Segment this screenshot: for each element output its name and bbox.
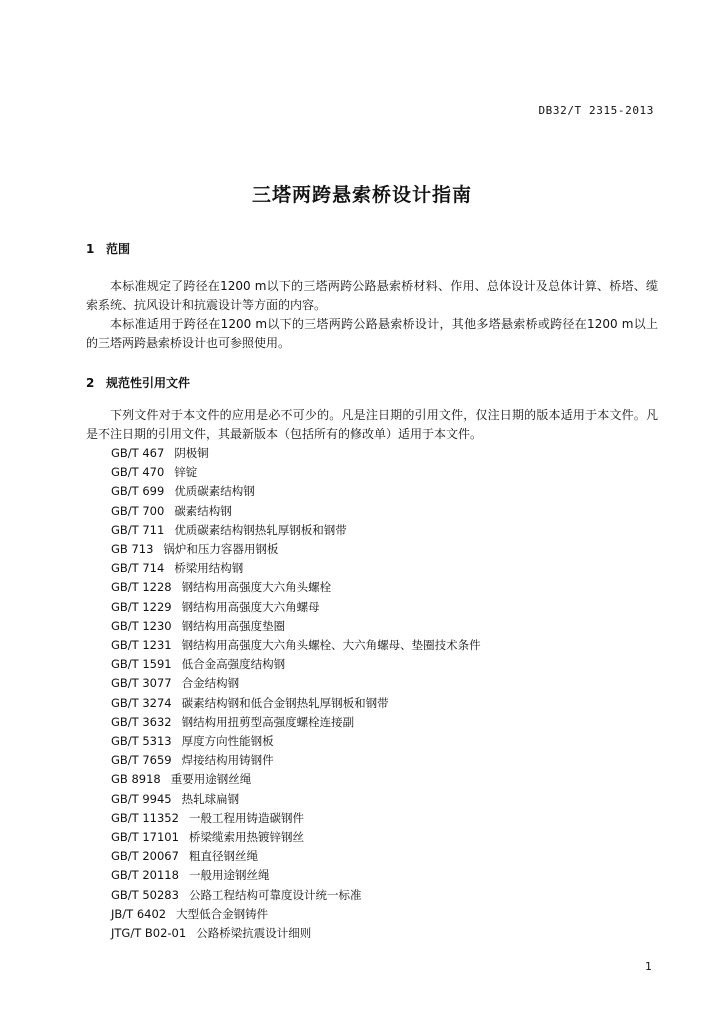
reference-title: 锅炉和压力容器用钢板	[163, 542, 279, 557]
reference-code: GB 713	[111, 542, 154, 557]
reference-code: GB/T 20118	[111, 868, 179, 883]
reference-title: 一般用途钢丝绳	[188, 868, 270, 883]
document-title: 三塔两跨悬索桥设计指南	[251, 184, 472, 206]
reference-code: GB/T 9945	[111, 791, 172, 806]
reference-item	[111, 502, 481, 521]
reference-item	[111, 655, 481, 674]
reference-title: 钢结构用高强度大六角螺母	[181, 599, 320, 614]
reference-item	[111, 598, 481, 617]
reference-title: 厚度方向性能钢板	[181, 734, 274, 749]
reference-title: 重要用途钢丝绳	[170, 772, 252, 787]
reference-code: GB/T 20067	[111, 849, 179, 864]
reference-code: GB/T 1591	[111, 657, 172, 672]
reference-item	[111, 521, 481, 540]
reference-title: 热轧球扁钢	[181, 791, 240, 806]
reference-code: GB/T 11352	[111, 810, 179, 825]
reference-title: 碳素结构钢	[174, 503, 232, 518]
reference-item	[111, 924, 481, 943]
reference-title: 钢结构用高强度大六角头螺栓	[181, 580, 332, 595]
reference-item	[111, 809, 481, 828]
reference-code: GB/T 50283	[111, 887, 179, 902]
reference-item	[111, 790, 481, 809]
reference-title: 桥梁缆索用热镀锌钢丝	[188, 830, 304, 845]
reference-item	[111, 636, 481, 655]
reference-item	[111, 559, 481, 578]
reference-item	[111, 617, 481, 636]
page-number: 1	[645, 960, 652, 973]
reference-code: GB/T 467	[111, 446, 165, 460]
scope-paragraph: 本标准规定了跨径在1200 m以下的三塔两跨公路悬索桥材料、作用、总体设计及总体计算、桥塔、缆索系统、抗风设计和抗震设计等方面的内容。	[86, 279, 658, 312]
section-heading-normative-references	[86, 374, 190, 391]
reference-title: 公路工程结构可靠度设计统一标准	[188, 887, 362, 902]
reference-title: 一般工程用铸造碳钢件	[188, 810, 304, 825]
reference-title: 公路桥梁抗震设计细则	[196, 926, 312, 941]
reference-code: GB/T 1228	[111, 580, 172, 595]
reference-item	[111, 713, 481, 732]
reference-item	[111, 905, 481, 924]
section-number: 1	[86, 242, 95, 256]
reference-title: 粗直径钢丝绳	[188, 849, 258, 864]
reference-title: 钢结构用高强度垫圈	[181, 618, 286, 633]
reference-code: GB/T 470	[111, 465, 165, 480]
section-heading-scope	[86, 240, 130, 257]
reference-title: 碳素结构钢和低合金钢热轧厚钢板和钢带	[181, 695, 389, 710]
reference-item	[111, 444, 481, 463]
section-number: 2	[86, 376, 95, 390]
reference-item	[111, 463, 481, 482]
reference-code: GB/T 700	[111, 503, 165, 518]
reference-code: GB/T 5313	[111, 734, 172, 749]
reference-item	[111, 674, 481, 693]
reference-title: 低合金高强度结构钢	[181, 657, 286, 672]
reference-title: 钢结构用高强度大六角头螺栓、大六角螺母、垫圈技术条件	[181, 638, 481, 653]
reference-code: GB/T 17101	[111, 830, 179, 845]
reference-title: 优质碳素结构钢	[174, 484, 255, 499]
standard-code: DB32/T 2315-2013	[538, 104, 654, 117]
reference-item	[111, 828, 481, 847]
reference-title: 钢结构用扭剪型高强度螺栓连接副	[181, 714, 355, 729]
reference-item	[111, 540, 481, 559]
reference-code: JTG/T B02-01	[111, 926, 187, 941]
reference-code: GB/T 7659	[111, 753, 172, 768]
reference-code: GB/T 1231	[111, 638, 172, 653]
section-title: 范围	[106, 242, 131, 256]
reference-item	[111, 751, 481, 770]
reference-code: GB/T 1229	[111, 599, 172, 614]
reference-title: 大型低合金钢铸件	[176, 906, 269, 921]
reference-item	[111, 886, 481, 905]
reference-code: GB 8918	[111, 772, 161, 787]
reference-code: GB/T 3077	[111, 676, 172, 691]
reference-item	[111, 847, 481, 866]
reference-title: 焊接结构用铸钢件	[181, 753, 274, 768]
reference-code: GB/T 699	[111, 484, 165, 499]
section-title: 规范性引用文件	[106, 376, 191, 390]
reference-item	[111, 866, 481, 885]
reference-code: GB/T 3274	[111, 695, 172, 710]
reference-item	[111, 694, 481, 713]
reference-code: JB/T 6402	[111, 906, 167, 921]
reference-item	[111, 770, 481, 789]
reference-code: GB/T 1230	[111, 618, 172, 633]
reference-code: GB/T 714	[111, 561, 165, 576]
reference-code: GB/T 3632	[111, 714, 172, 729]
reference-item	[111, 482, 481, 501]
reference-title: 桥梁用结构钢	[174, 561, 244, 576]
reference-list	[111, 444, 481, 943]
reference-code: GB/T 711	[111, 522, 165, 537]
reference-item	[111, 578, 481, 597]
reference-title: 锌锭	[174, 465, 198, 480]
reference-title: 优质碳素结构钢热轧厚钢板和钢带	[174, 522, 347, 537]
reference-title: 合金结构钢	[181, 676, 240, 691]
reference-title: 阴极铜	[174, 446, 209, 460]
scope-paragraph: 本标准适用于跨径在1200 m以下的三塔两跨公路悬索桥设计，其他多塔悬索桥或跨径在1200 m以上的三塔两跨悬索桥设计也可参照使用。	[86, 317, 658, 350]
references-intro-paragraph: 下列文件对于本文件的应用是必不可少的。凡是注日期的引用文件，仅注日期的版本适用于本文件。凡是不注日期的引用文件，其最新版本（包括所有的修改单）适用于本文件。	[86, 408, 658, 441]
reference-item	[111, 732, 481, 751]
